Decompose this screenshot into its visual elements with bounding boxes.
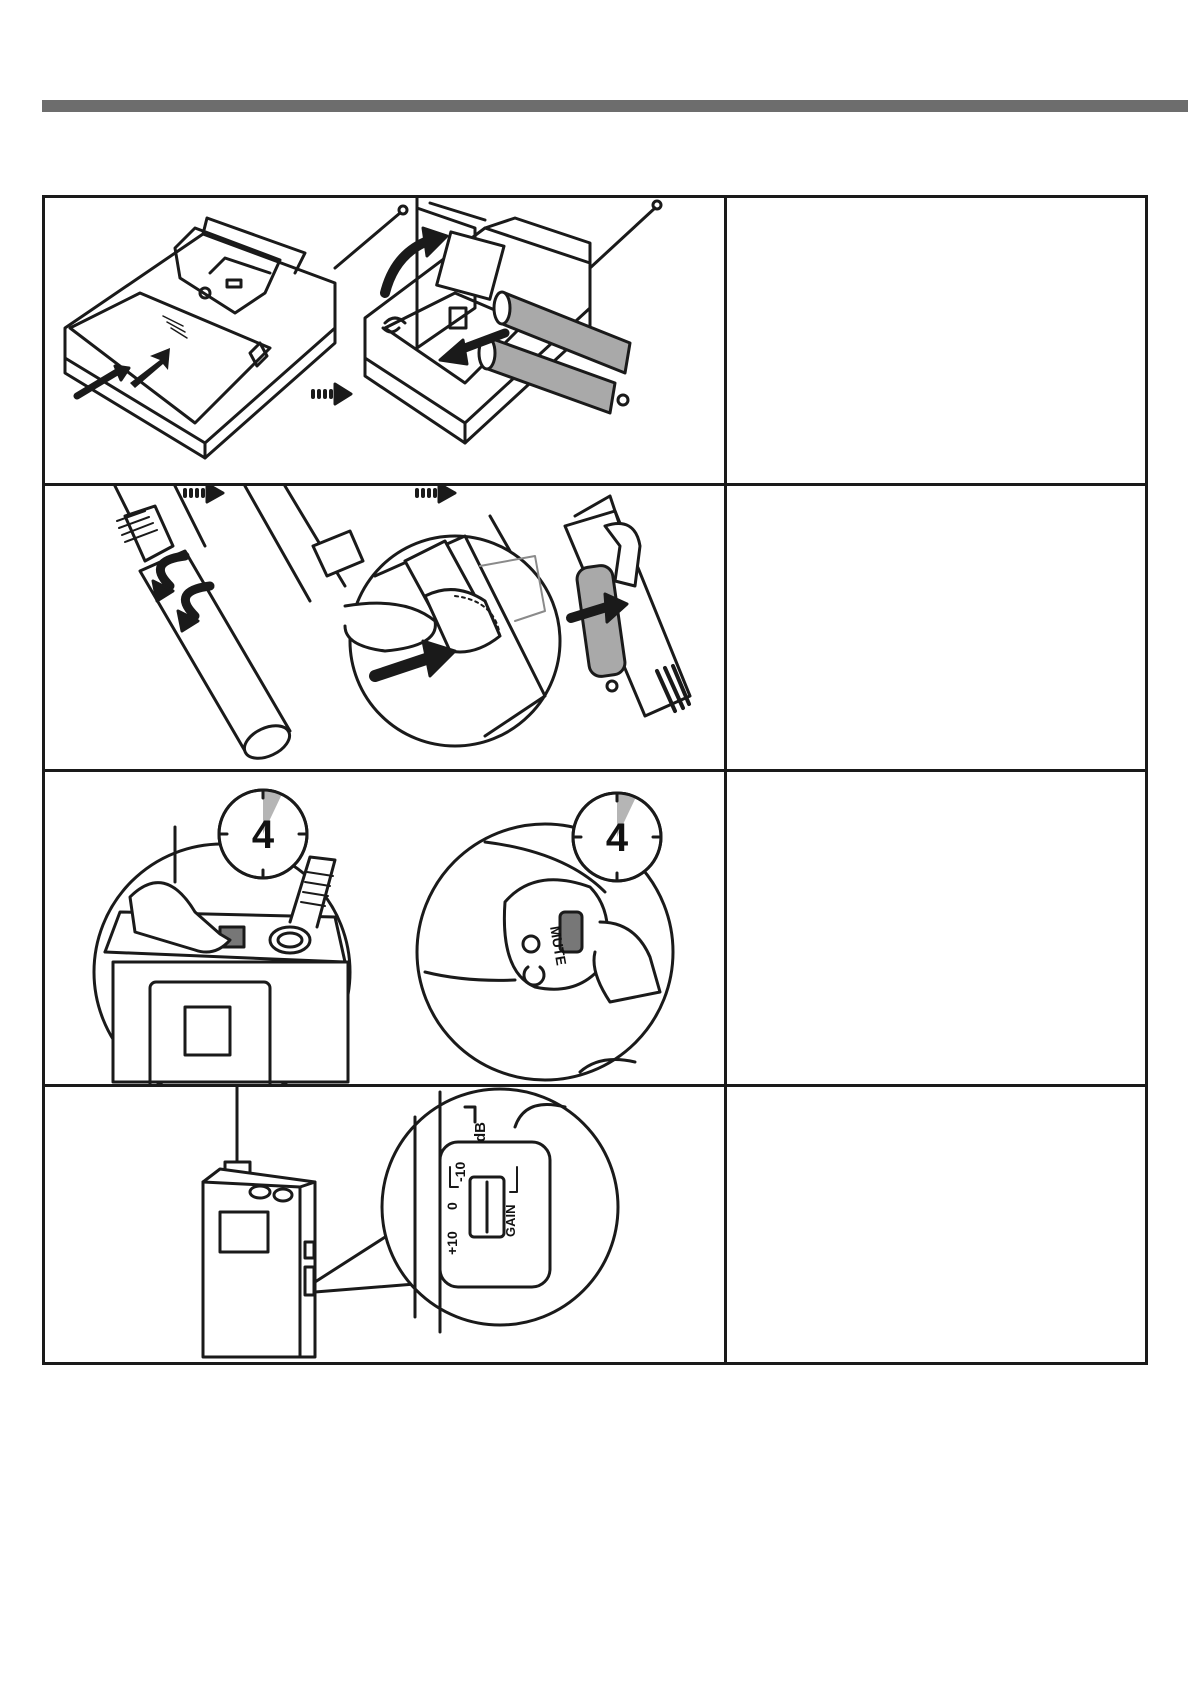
step-text-4	[727, 1087, 1145, 1362]
mute-label: MUTE	[547, 924, 570, 967]
magnified-gain-drawing	[382, 1089, 618, 1332]
step-arrow-icon	[417, 486, 455, 502]
gain-plus10-label: +10	[444, 1231, 460, 1255]
gain-minus10-label: -10	[452, 1161, 468, 1182]
header-rule	[42, 100, 1188, 112]
instruction-table	[42, 195, 1148, 1365]
timer-left-label: 4	[251, 813, 275, 857]
step-text-1	[727, 198, 1145, 483]
magnified-battery-door-drawing	[345, 516, 560, 746]
step-arrow-icon	[185, 486, 223, 502]
illustration-handheld-battery	[45, 486, 727, 769]
illustration-bodypack-battery	[45, 198, 727, 483]
illustration-power-hold	[45, 772, 727, 1084]
timer-left-icon	[219, 790, 307, 878]
step-row-1	[45, 198, 1145, 483]
step-row-3	[45, 769, 1145, 1084]
step-row-4	[45, 1084, 1145, 1362]
gain-zero-label: 0	[444, 1202, 460, 1210]
timer-right-label: 4	[605, 816, 629, 860]
step-arrow-icon	[313, 384, 351, 404]
battery-insert-drawing	[565, 496, 690, 716]
db-label: dB	[472, 1122, 489, 1142]
bodypack-closed-drawing	[65, 206, 407, 458]
bodypack-power-drawing	[94, 827, 350, 1084]
illustration-gain-switch	[45, 1087, 727, 1362]
timer-right-icon	[573, 793, 661, 881]
step-row-2	[45, 483, 1145, 769]
step-text-2	[727, 486, 1145, 769]
step-text-3	[727, 772, 1145, 1084]
gain-label: GAIN	[503, 1204, 518, 1237]
